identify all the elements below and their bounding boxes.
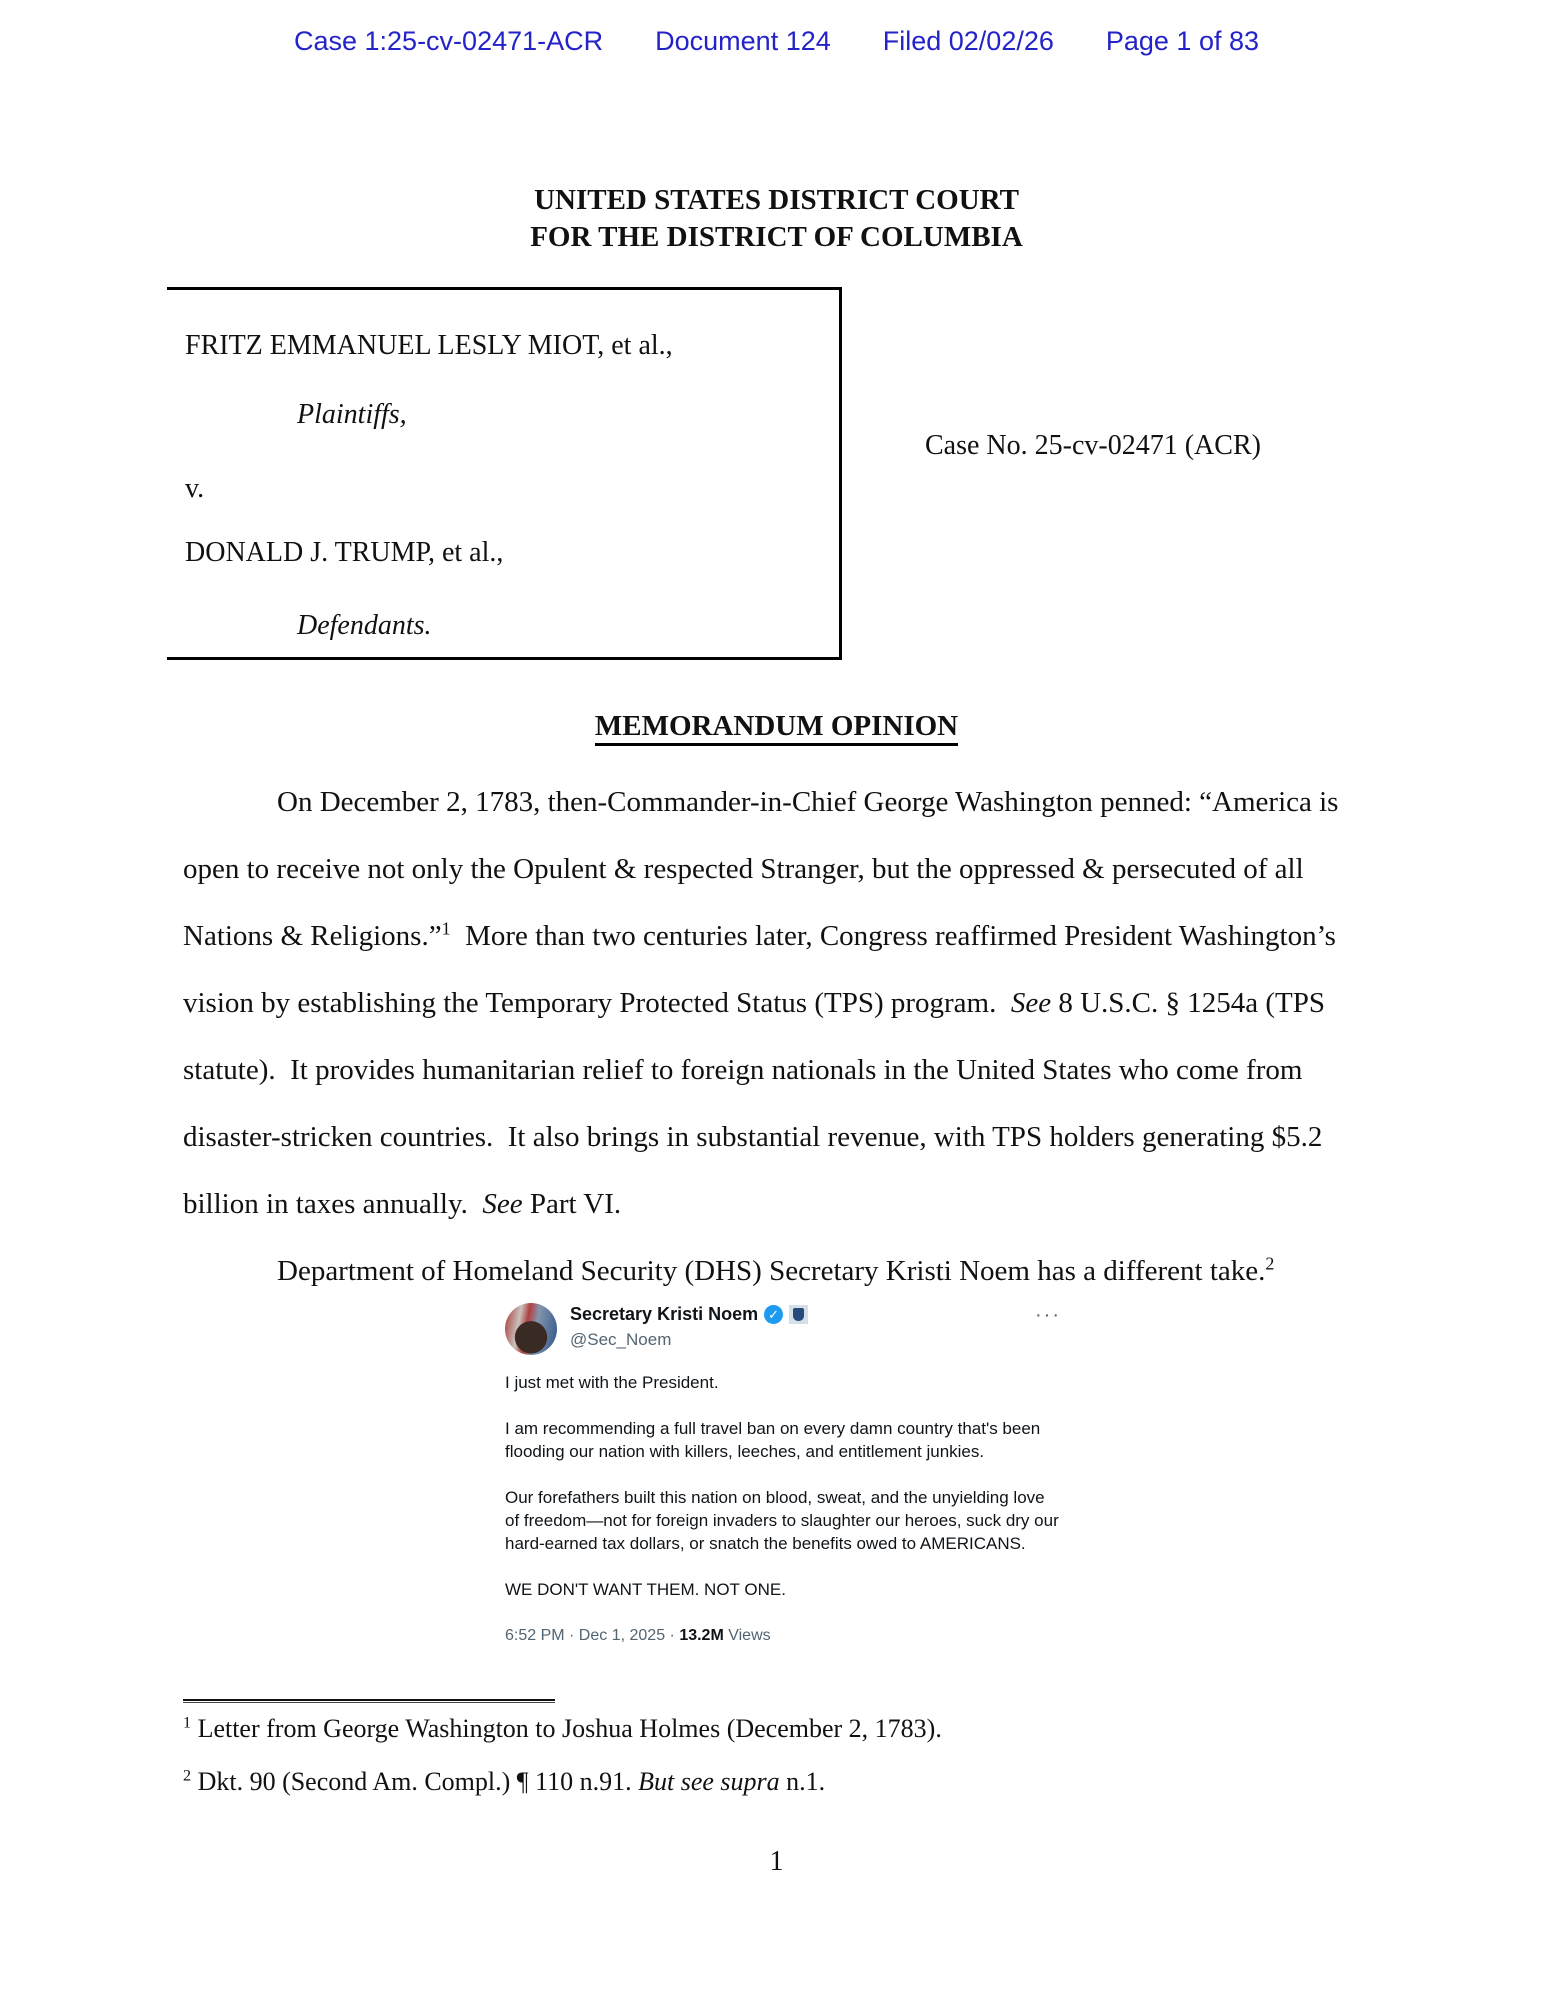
court-heading [0, 182, 1553, 256]
tweet-avatar [505, 1303, 557, 1355]
tweet-time-date: 6:52 PM · Dec 1, 2025 · [505, 1627, 680, 1644]
opinion-paragraph-2: Department of Homeland Security (DHS) Secretary Kristi Noem has a different take.$^2$ [277, 1253, 1275, 1287]
footnotes [183, 1712, 1375, 1818]
case-caption-box [167, 287, 842, 660]
court-district: FOR THE DISTRICT OF COLUMBIA [530, 221, 1023, 253]
tweet-timestamp [505, 1624, 1061, 1647]
tweet-views-label: Views [723, 1627, 771, 1644]
affiliate-badge-icon [789, 1305, 808, 1324]
stamp-filed-date: Filed 02/02/26 [882, 26, 1054, 56]
footnote-separator [183, 1699, 555, 1703]
opinion-body [183, 769, 1375, 1305]
footnote-2-text: Dkt. 90 (Second Am. Compl.) ¶ 110 n.91. But see supra n.1. [191, 1767, 826, 1796]
page-number: 1 [769, 1846, 784, 1877]
tweet-body [505, 1371, 1061, 1601]
tweet-text-line: WE DON'T WANT THEM. NOT ONE. [505, 1580, 786, 1599]
tweet-text-line: I just met with the President. [505, 1373, 719, 1392]
tweet-text-line: Our forefathers built this nation on blood, sweat, and the unyielding love of freedom—not for foreign invaders to slaughter our heroes, suck dry our hard-earned tax dollars, or snatch the benefits owed to AMERICANS. [505, 1488, 1059, 1553]
stamp-page-count: Page 1 of 83 [1105, 26, 1260, 56]
defendant-name: DONALD J. TRUMP, et al., [185, 537, 504, 568]
opinion-heading-wrap [0, 710, 1553, 743]
footnote-2-number: 2 [183, 1767, 192, 1785]
tweet-header [505, 1303, 1061, 1355]
stamp-case-number: Case 1:25-cv-02471-ACR [293, 26, 604, 56]
defendant-role-label: Defendants. [297, 610, 432, 641]
opinion-heading: MEMORANDUM OPINION [595, 710, 958, 746]
court-name: UNITED STATES DISTRICT COURT [534, 184, 1019, 216]
tweet-author-block [570, 1303, 1061, 1351]
footnote-1 [183, 1712, 1375, 1746]
tweet-author-name: Secretary Kristi Noem [570, 1304, 759, 1324]
versus-label: v. [185, 473, 205, 504]
embedded-tweet [505, 1303, 1061, 1647]
plaintiff-name: FRITZ EMMANUEL LESLY MIOT, et al., [185, 330, 673, 361]
tweet-text-line: I am recommending a full travel ban on every damn country that's been flooding our nation with killers, leeches, and entitlement junkies. [505, 1419, 1041, 1461]
footnote-1-number: 1 [183, 1714, 192, 1732]
plaintiff-role-label: Plaintiffs, [297, 399, 407, 430]
verified-badge-icon: ✓ [764, 1305, 783, 1324]
opinion-paragraph-1: On December 2, 1783, then-Commander-in-Chief George Washington penned: “America is open to receive not only the Opulent & respected Stranger, but the oppressed & persecuted of all Nations & Religions.”$^1$ More than two centuries later, Congress reaffirmed President Washington’s vision by establishing the Temporary Protected Status (TPS) program. See 8 U.S.C. § 1254a (TPS statute). It provides humanitarian relief to foreign nationals in the United States who come from disaster-stricken countries. It also brings in substantial revenue, with TPS holders generating $5.2 billion in taxes annually. See Part VI. [183, 786, 1346, 1220]
footnote-2 [183, 1765, 1375, 1799]
tweet-handle: @Sec_Noem [570, 1330, 672, 1349]
ecf-stamp-header [0, 26, 1553, 57]
case-number: Case No. 25-cv-02471 (ACR) [925, 430, 1261, 461]
tweet-more-menu-icon: ··· [1035, 1303, 1061, 1326]
footnote-1-text: Letter from George Washington to Joshua Holmes (December 2, 1783). [191, 1714, 942, 1743]
stamp-document-number: Document 124 [655, 26, 831, 56]
tweet-view-count: 13.2M [679, 1627, 724, 1644]
